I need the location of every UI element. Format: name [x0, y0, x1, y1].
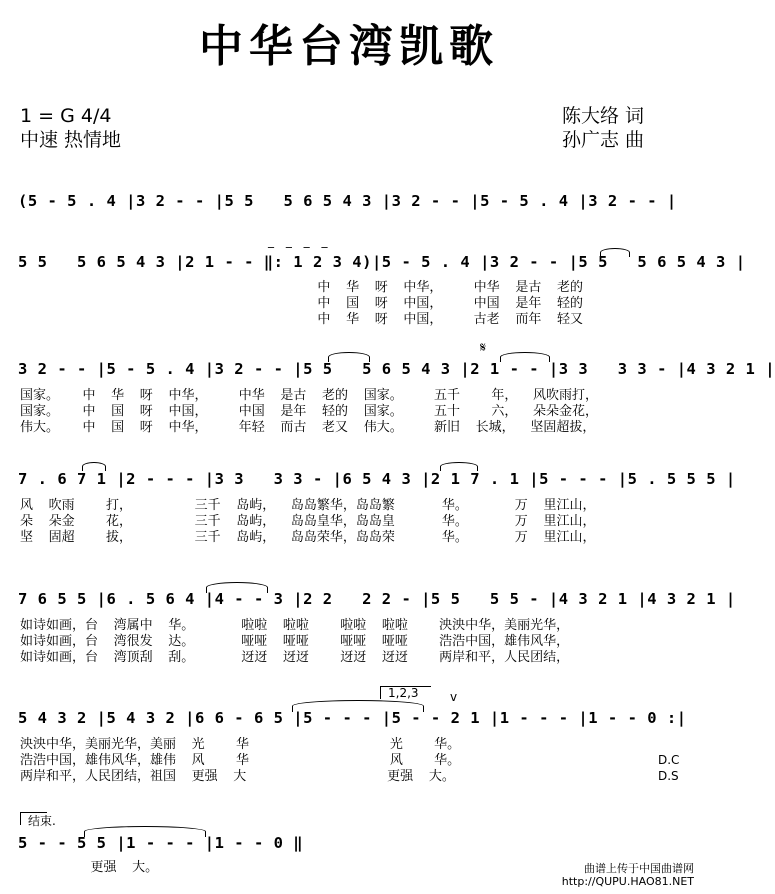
- notation-line-2: 5 5 5 6 5 4 3 |2 1 - - ‖: 1 2 3 4)|5 - 5 . 4 |3 2 - - |5 5 5 6 5 4 3 |: [18, 253, 746, 271]
- key-signature: 1 = G 4/4: [20, 105, 112, 127]
- lyric-line-3-verse-1: 国家。 中 华 呀 中华， 中华 是古 老的 国家。 五千 年， 风吹雨打，: [20, 388, 598, 403]
- lyric-line-6-verse-2: 浩浩中国，雄伟风华，雄伟 风 华 风 华。: [20, 753, 461, 768]
- notation-line-1: (5 - 5 . 4 |3 2 - - |5 5 5 6 5 4 3 |3 2 - - |5 - 5 . 4 |3 2 - - |: [18, 192, 677, 210]
- lyricist: 陈大络 词: [562, 105, 645, 127]
- lyric-line-5-verse-1: 如诗如画，台 湾属中 华。 啦啦 啦啦 啦啦 啦啦 泱泱中华，美丽光华，: [20, 618, 570, 633]
- key-and-tempo: [20, 104, 121, 152]
- tie: [84, 826, 206, 837]
- lyric-line-5-verse-2: 如诗如画，台 湾很发 达。 哑哑 哑哑 哑哑 哑哑 浩浩中国，雄伟风华，: [20, 634, 570, 649]
- dal-segno-mark: D.S: [658, 769, 679, 783]
- lyric-line-2-verse-2: 中 国 呀 中国， 中国 是年 轻的: [20, 296, 583, 311]
- notation-line-6: 5 4 3 2 |5 4 3 2 |6 6 - 6 5 |5 - - - |5 - - 2 1 |1 - - - |1 - - 0 :|: [18, 709, 687, 727]
- volta-label: 1,2,3: [388, 686, 419, 700]
- octave-dots: _ _ _ _: [268, 234, 332, 248]
- tie: [500, 352, 550, 362]
- tie: [440, 462, 478, 471]
- notation-line-5: 7 6 5 5 |6 . 5 6 4 |4 - - 3 |2 2 2 2 - |5 5 5 5 - |4 3 2 1 |4 3 2 1 |: [18, 590, 736, 608]
- lyric-line-7: 更强 大。: [20, 860, 159, 875]
- notation-line-4: 7 . 6 7 1 |2 - - - |3 3 3 3 - |6 5 4 3 |2 1 7 . 1 |5 - - - |5 . 5 5 5 |: [18, 470, 736, 488]
- credits: [562, 104, 644, 152]
- lyric-line-4-verse-2: 朵 朵金 花， 三千 岛屿， 岛岛皇华，岛岛皇 华。 万 里江山，: [20, 514, 596, 529]
- footer-line-2: http://QUPU.HAO81.NET: [561, 875, 694, 888]
- tie: [292, 700, 424, 712]
- breath-mark: v: [450, 690, 458, 704]
- da-capo-mark: D.C: [658, 753, 680, 767]
- tie: [600, 248, 630, 257]
- tie: [328, 352, 370, 362]
- lyric-line-6-verse-3: 两岸和平，人民团结，祖国 更强 大 更强 大。: [20, 769, 455, 784]
- segno-mark: 𝄋: [480, 340, 487, 356]
- lyric-line-3-verse-2: 国家。 中 国 呀 中国， 中国 是年 轻的 国家。 五十 六， 朵朵金花，: [20, 404, 598, 419]
- ending-label: 结束.: [28, 814, 56, 828]
- lyric-line-5-verse-3: 如诗如画，台 湾顶刮 刮。 迓迓 迓迓 迓迓 迓迓 两岸和平，人民团结，: [20, 650, 570, 665]
- notation-line-3: 3 2 - - |5 - 5 . 4 |3 2 - - |5 5 5 6 5 4 3 |2 1 - - |3 3 3 3 - |4 3 2 1 |: [18, 360, 775, 378]
- watermark-footer: [562, 862, 694, 888]
- notation-line-7: 5 - - 5 5 |1 - - - |1 - - 0 ‖: [18, 834, 304, 852]
- lyric-line-2-verse-3: 中 华 呀 中国， 古老 而年 轻又: [20, 312, 583, 327]
- tie: [206, 582, 268, 593]
- tie: [82, 462, 106, 471]
- tempo-marking: 中速 热情地: [20, 129, 122, 151]
- lyric-line-6-verse-1: 泱泱中华，美丽光华，美丽 光 华 光 华。: [20, 737, 461, 752]
- composer: 孙广志 曲: [562, 129, 645, 151]
- footer-line-1: 曲谱上传于中国曲谱网: [584, 862, 694, 875]
- lyric-line-4-verse-3: 坚 固超 拔， 三千 岛屿， 岛岛荣华，岛岛荣 华。 万 里江山，: [20, 530, 596, 545]
- lyric-line-3-verse-3: 伟大。 中 国 呀 中华， 年轻 而古 老又 伟大。 新旧 长城， 坚固超拔，: [20, 420, 596, 435]
- lyric-line-2-verse-1: 中 华 呀 中华， 中华 是古 老的: [20, 280, 583, 295]
- song-title: 中华台湾凯歌: [199, 21, 499, 72]
- lyric-line-4-verse-1: 风 吹雨 打， 三千 岛屿， 岛岛繁华，岛岛繁 华。 万 里江山，: [20, 498, 596, 513]
